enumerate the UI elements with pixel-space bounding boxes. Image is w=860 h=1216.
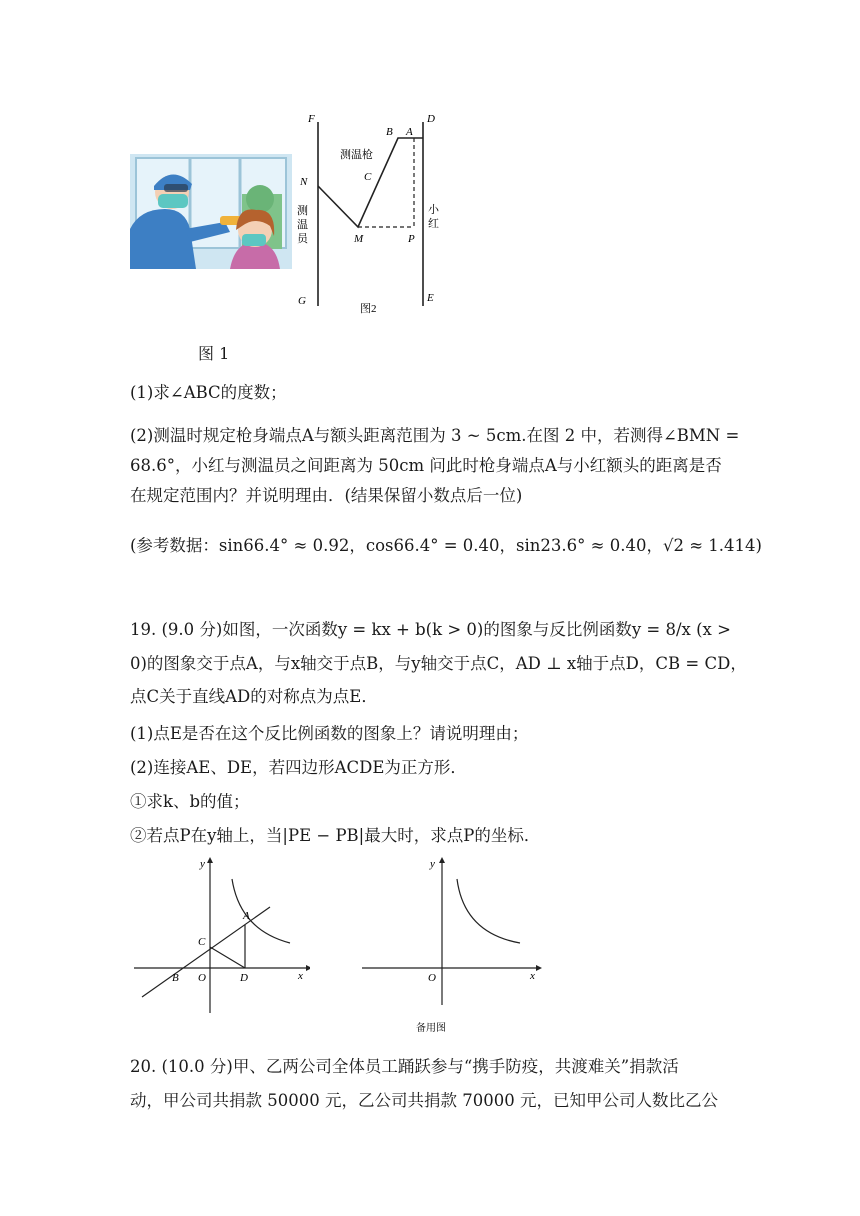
q19-line1: 19. (9.0 分)如图，一次函数y = kx + b(k > 0)的图象与反比例函数y = 8/x (x >	[130, 620, 731, 639]
svg-text:O: O	[428, 972, 436, 984]
svg-text:C: C	[364, 171, 372, 183]
svg-text:A: A	[243, 910, 250, 922]
q19-line3: 点C关于直线AD的对称点为点E．	[130, 687, 378, 706]
figure-2-caption: 图2	[360, 303, 377, 315]
gun-label: 测温枪	[340, 149, 373, 161]
svg-text:温: 温	[297, 219, 308, 231]
spare-graph-caption: 备用图	[416, 1023, 446, 1034]
q18-part1: (1)求∠ABC的度数；	[130, 383, 287, 402]
q19-sub1: ①求k、b的值；	[130, 792, 250, 811]
svg-text:B: B	[386, 126, 393, 138]
svg-text:小: 小	[428, 204, 439, 216]
q18-part2-line2: 68.6°，小红与测温员之间距离为 50cm 问此时枪身端点A与小红额头的距离是否	[130, 456, 722, 475]
svg-text:P: P	[408, 233, 415, 245]
figure-1-caption: 图 1	[198, 344, 230, 363]
svg-text:x: x	[298, 970, 303, 982]
svg-text:x: x	[530, 970, 535, 982]
q19-part2: (2)连接AE、DE，若四边形ACDE为正方形．	[130, 758, 467, 777]
q19-sub2: ②若点P在y轴上，当|PE − PB|最大时，求点P的坐标．	[130, 826, 541, 845]
svg-text:y: y	[430, 858, 435, 870]
svg-text:员: 员	[297, 233, 308, 245]
svg-text:M: M	[354, 233, 364, 245]
svg-text:红: 红	[428, 218, 439, 230]
temperature-check-illustration	[130, 154, 292, 269]
figure-2-diagram	[290, 108, 460, 320]
q19-part1: (1)点E是否在这个反比例函数的图象上？请说明理由；	[130, 724, 529, 743]
svg-text:测: 测	[297, 205, 308, 217]
q19-line2: 0)的图象交于点A，与x轴交于点B，与y轴交于点C，AD ⊥ x轴于点D，CB = CD，	[130, 654, 747, 673]
svg-text:G: G	[298, 295, 306, 307]
svg-text:F: F	[308, 113, 315, 125]
q18-part2-line3: 在规定范围内？并说明理由．(结果保留小数点后一位)	[130, 486, 523, 505]
q19-spare-graph	[358, 855, 548, 1037]
svg-text:y: y	[200, 858, 205, 870]
svg-text:O: O	[198, 972, 206, 984]
q18-reference-data: (参考数据：sin66.4° ≈ 0.92，cos66.4° = 0.40，sin23.6° ≈ 0.40，√2 ≈ 1.414)	[130, 536, 762, 555]
q20-line2: 动，甲公司共捐款 50000 元，乙公司共捐款 70000 元，已知甲公司人数比乙公	[130, 1091, 718, 1110]
svg-text:A: A	[406, 126, 413, 138]
svg-text:N: N	[300, 176, 308, 188]
q18-part2-line1: (2)测温时规定枪身端点A与额头距离范围为 3 ~ 5cm.在图 2 中，若测得∠BMN =	[130, 426, 740, 445]
q19-function-graph	[130, 855, 310, 1015]
svg-text:C: C	[198, 936, 206, 948]
svg-text:E: E	[427, 292, 434, 304]
q20-line1: 20. (10.0 分)甲、乙两公司全体员工踊跃参与“携手防疫，共渡难关”捐款活	[130, 1057, 679, 1076]
svg-text:D: D	[240, 972, 248, 984]
svg-text:B: B	[172, 972, 179, 984]
svg-text:D: D	[427, 113, 435, 125]
